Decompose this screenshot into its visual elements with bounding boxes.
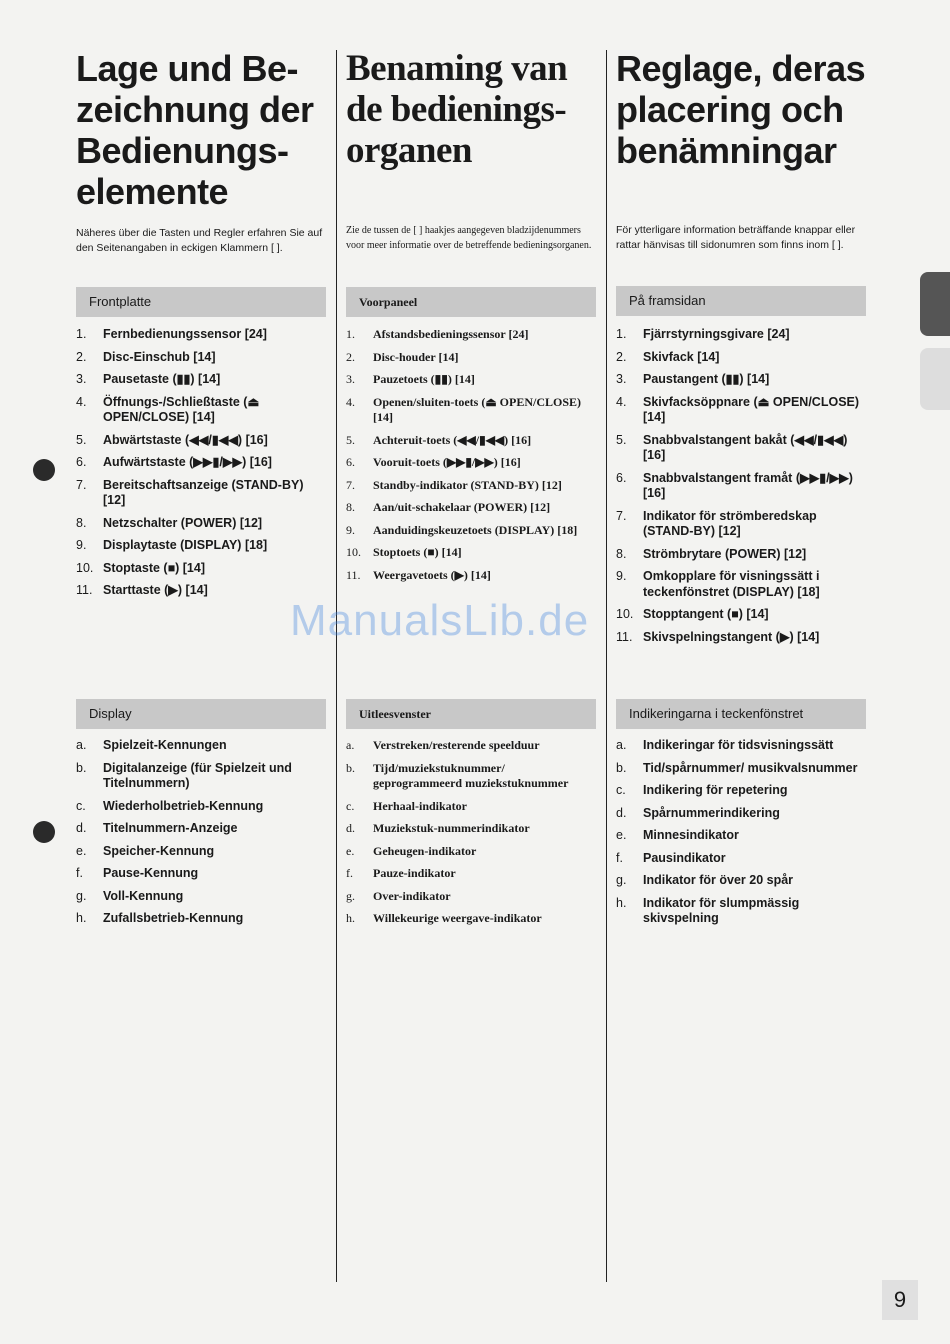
list-item: 10. Stopptangent (■) [14] <box>616 607 769 621</box>
list-item: e. Geheugen-indikator <box>346 843 477 858</box>
list-item: 5. Achteruit-toets (◀◀/▮◀◀) [16] <box>346 432 532 447</box>
list-item: 9. Aanduidingskeuzetoets (DISPLAY) [18] <box>346 522 578 537</box>
display-header-swedish: Indikeringarna i teckenfönstret <box>616 699 866 729</box>
list-item: 2. Skivfack [14] <box>616 349 720 364</box>
list-item: a. Verstreken/resterende speelduur <box>346 738 540 752</box>
list-item: 4. Öffnungs-/Schließtaste (⏏ OPEN/CLOSE) [14] <box>76 394 260 424</box>
list-item: d. Muziekstuk-nummerindikator <box>346 821 530 835</box>
list-item: e. Speicher-Kennung <box>76 843 215 858</box>
list-item: c. Wiederholbetrieb-Kennung <box>76 798 264 813</box>
display-list-german <box>76 738 328 934</box>
list-item: g. Indikator för över 20 spår <box>616 873 794 887</box>
list-item: 4. Skivfacksöppnare (⏏ OPEN/CLOSE) [14] <box>616 394 860 424</box>
title-line: placering och <box>616 89 844 130</box>
intro-dutch: Zie de tussen de [ ] haakjes aangegeven bladzijdenummers voor meer informatie over de betreffende bedieningsorganen. <box>346 225 592 251</box>
title-german <box>76 48 328 212</box>
title-line: de bedienings- <box>346 89 567 130</box>
list-item: 6. Vooruit-toets (▶▶▮/▶▶) [16] <box>346 455 521 469</box>
list-item: a. Spielzeit-Kennungen <box>76 738 227 752</box>
list-item: 11. Weergavetoets (▶) [14] <box>346 567 491 582</box>
list-item: b. Tid/spårnummer/ musikvalsnummer <box>616 760 858 775</box>
title-line: Benaming van <box>346 48 568 89</box>
list-item: 3. Pauzetoets (▮▮) [14] <box>346 372 475 386</box>
list-item: c. Herhaal-indikator <box>346 798 468 813</box>
list-item: e. Minnesindikator <box>616 828 739 842</box>
title-line: Reglage, deras <box>616 48 866 89</box>
punch-hole-2 <box>33 821 55 843</box>
front-header-german: Frontplatte <box>76 287 326 317</box>
front-header-dutch: Voorpaneel <box>346 287 596 317</box>
list-item: 3. Pausetaste (▮▮) [14] <box>76 372 221 386</box>
list-item: 7. Bereitschaftsanzeige (STAND-BY) [12] <box>76 477 304 507</box>
list-item: g. Voll-Kennung <box>76 888 184 903</box>
punch-hole-1 <box>33 459 55 481</box>
list-item: 10. Stoptaste (■) [14] <box>76 560 206 575</box>
title-swedish <box>616 48 868 171</box>
list-item: 2. Disc-houder [14] <box>346 349 459 364</box>
list-item: 6. Snabbvalstangent framåt (▶▶▮/▶▶) [16] <box>616 470 853 500</box>
list-item: f. Pause-Kennung <box>76 866 199 880</box>
list-item: 9. Omkopplare för visningssätt i teckenfönstret (DISPLAY) [18] <box>616 569 820 599</box>
list-item: 6. Aufwärtstaste (▶▶▮/▶▶) [16] <box>76 455 272 469</box>
list-item: 7. Indikator för strömberedskap (STAND-BY) [12] <box>616 508 817 538</box>
title-dutch <box>346 48 596 171</box>
intro-swedish: För ytterligare information beträffande knappar eller rattar hänvisas till sidonumren som finns inom [ ]. <box>616 224 856 251</box>
list-item: 8. Netzschalter (POWER) [12] <box>76 515 263 530</box>
title-line: organen <box>346 130 472 171</box>
column-divider-1 <box>336 50 337 1282</box>
list-item: f. Pausindikator <box>616 850 726 865</box>
watermark: ManualsLib.de <box>290 596 590 645</box>
list-item: 8. Strömbrytare (POWER) [12] <box>616 546 807 561</box>
edge-tab-light <box>920 348 950 410</box>
list-item: f. Pauze-indikator <box>346 866 456 880</box>
list-item: 11. Skivspelningstangent (▶) [14] <box>616 629 820 644</box>
title-line: zeichnung der <box>76 89 314 130</box>
title-line: Bedienungs- <box>76 130 289 171</box>
list-item: d. Titelnummern-Anzeige <box>76 821 238 835</box>
list-item: 10. Stoptoets (■) [14] <box>346 545 462 559</box>
list-item: 3. Paustangent (▮▮) [14] <box>616 372 770 386</box>
list-item: 5. Abwärtstaste (◀◀/▮◀◀) [16] <box>76 432 268 447</box>
list-item: 1. Afstandsbedieningssensor [24] <box>346 327 529 341</box>
list-item: 5. Snabbvalstangent bakåt (◀◀/▮◀◀) [16] <box>616 432 848 462</box>
list-item: h. Indikator för slumpmässig skivspelning <box>616 895 800 925</box>
display-list-swedish <box>616 738 868 934</box>
display-list-dutch <box>346 738 596 934</box>
column-divider-2 <box>606 50 607 1282</box>
list-item: c. Indikering för repetering <box>616 783 788 797</box>
edge-tab-dark <box>920 272 950 336</box>
list-item: d. Spårnummerindikering <box>616 805 780 820</box>
front-list-german <box>76 327 328 606</box>
list-item: b. Tijd/muziekstuknummer/ geprogrammeerd muziekstuknummer <box>346 760 569 790</box>
list-item: g. Over-indikator <box>346 888 451 903</box>
display-header-german: Display <box>76 699 326 729</box>
list-item: a. Indikeringar för tidsvisningssätt <box>616 738 834 752</box>
list-item: b. Digitalanzeige (für Spielzeit und Titelnummern) <box>76 760 292 790</box>
list-item: h. Willekeurige weergave-indikator <box>346 911 542 925</box>
title-line: Lage und Be- <box>76 48 299 89</box>
list-item: 2. Disc-Einschub [14] <box>76 349 216 364</box>
front-list-dutch <box>346 327 596 590</box>
list-item: 7. Standby-indikator (STAND-BY) [12] <box>346 477 562 492</box>
title-line: benämningar <box>616 130 837 171</box>
list-item: h. Zufallsbetrieb-Kennung <box>76 911 244 925</box>
display-header-dutch: Uitleesvenster <box>346 699 596 729</box>
title-line: elemente <box>76 171 229 212</box>
column-german <box>76 48 328 925</box>
list-item: 4. Openen/sluiten-toets (⏏ OPEN/CLOSE) [14] <box>346 394 582 424</box>
front-header-swedish: På framsidan <box>616 286 866 316</box>
front-list-swedish <box>616 327 868 652</box>
list-item: 8. Aan/uit-schakelaar (POWER) [12] <box>346 500 551 514</box>
list-item: 1. Fernbedienungssensor [24] <box>76 327 267 341</box>
list-item: 9. Displaytaste (DISPLAY) [18] <box>76 538 268 552</box>
intro-german: Näheres über die Tasten und Regler erfahren Sie auf den Seitenangaben in eckigen Klammern [ ]. <box>76 227 323 254</box>
page-number: 9 <box>882 1280 918 1320</box>
list-item: 11. Starttaste (▶) [14] <box>76 583 208 597</box>
column-swedish <box>616 48 868 925</box>
list-item: 1. Fjärrstyrningsgivare [24] <box>616 327 790 341</box>
